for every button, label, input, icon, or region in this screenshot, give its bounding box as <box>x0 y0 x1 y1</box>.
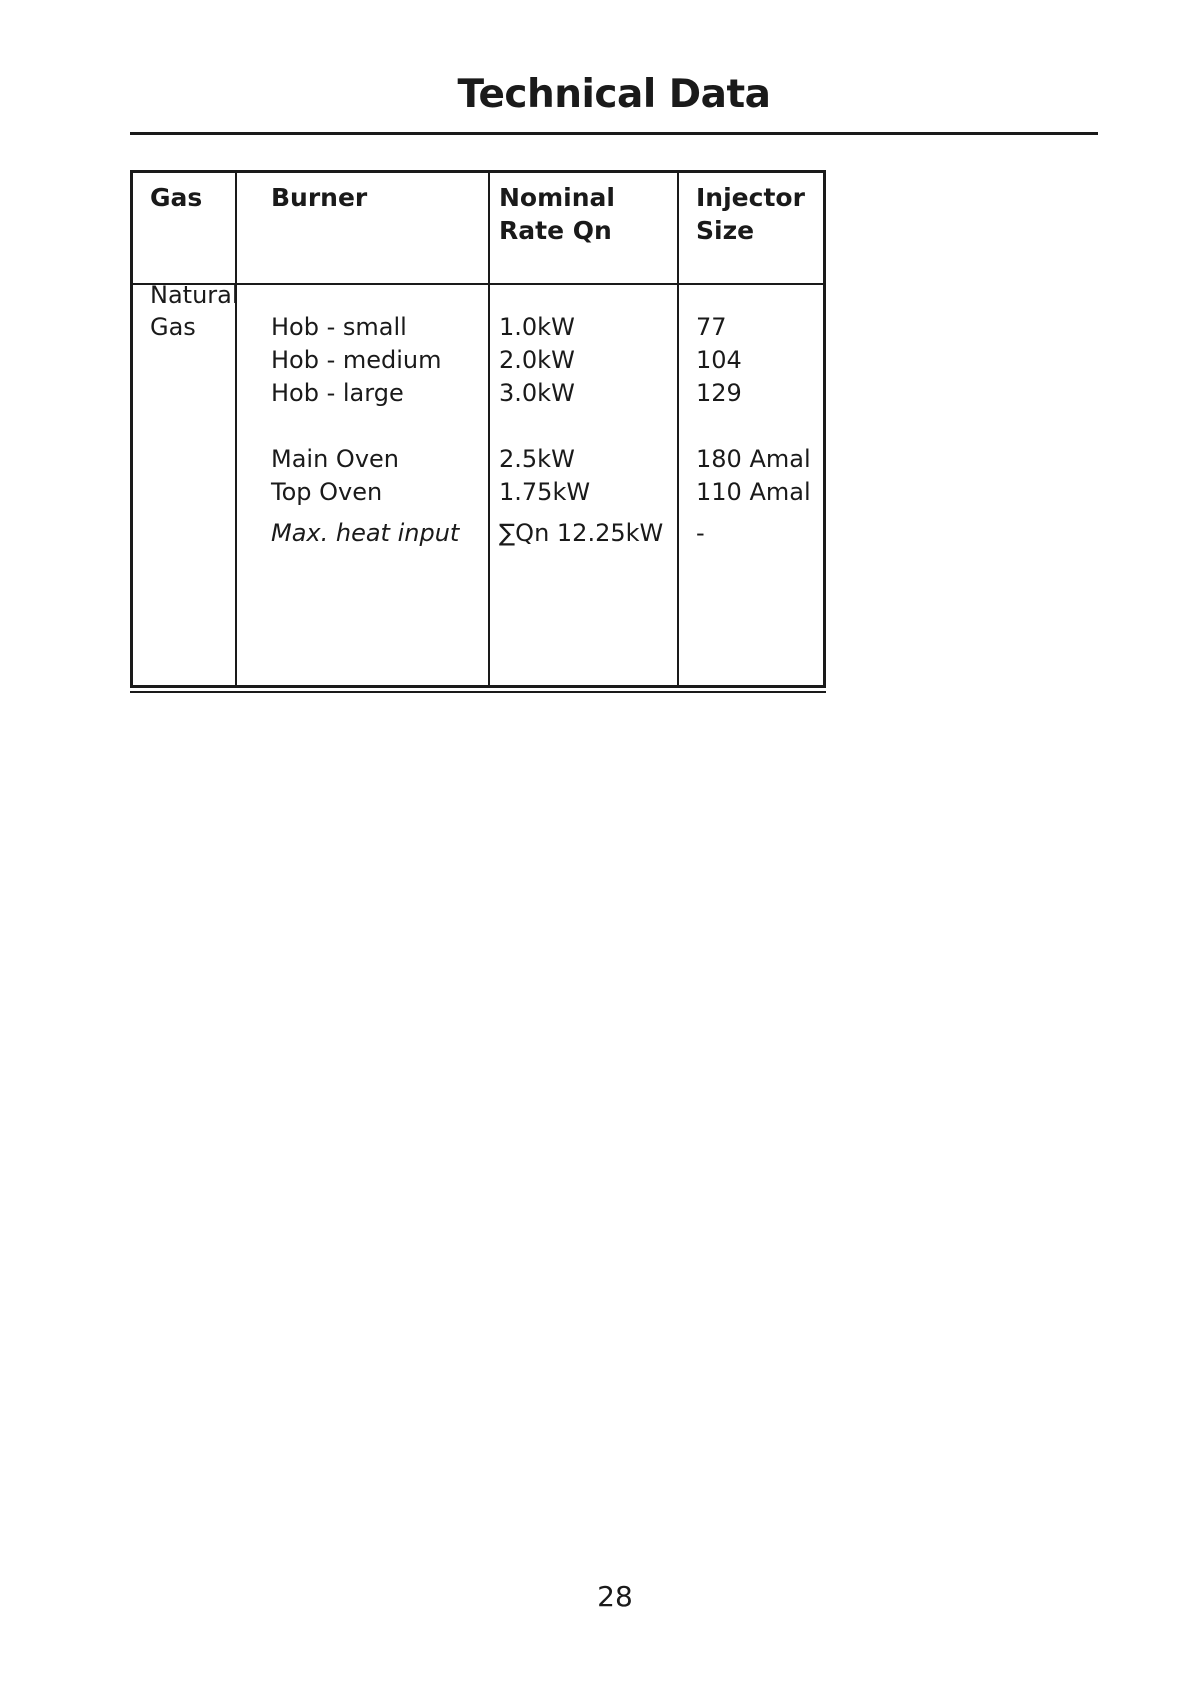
rate-cell: 1.0kW <box>499 313 575 341</box>
table-row-total <box>133 517 823 550</box>
burner-cell: Hob - medium <box>271 346 442 374</box>
injector-cell: 110 Amal <box>696 478 811 506</box>
column-divider <box>235 173 237 685</box>
rate-cell: 2.5kW <box>499 445 575 473</box>
burner-cell: Hob - small <box>271 313 407 341</box>
column-divider <box>488 173 490 685</box>
table-row <box>133 311 823 344</box>
rate-cell: 3.0kW <box>499 379 575 407</box>
header-nominal-rate-line1: Nominal <box>499 183 615 212</box>
burner-cell: Main Oven <box>271 445 399 473</box>
column-divider <box>677 173 679 685</box>
rate-cell: 1.75kW <box>499 478 591 506</box>
burner-cell: Top Oven <box>271 478 383 506</box>
page-title: Technical Data <box>457 72 771 117</box>
burner-cell: Max. heat input <box>271 519 460 547</box>
gas-type-line2: Gas <box>150 313 196 341</box>
technical-data-table <box>130 170 826 688</box>
header-nominal-rate <box>499 181 615 247</box>
table-row <box>133 377 823 410</box>
header-nominal-rate-line2: Rate Qn <box>499 216 612 245</box>
rate-cell: 2.0kW <box>499 346 575 374</box>
injector-cell: 104 <box>696 346 742 374</box>
header-gas: Gas <box>150 183 203 212</box>
injector-cell: 180 Amal <box>696 445 811 473</box>
injector-cell: 77 <box>696 313 727 341</box>
header-injector-size <box>696 181 805 247</box>
injector-cell: 129 <box>696 379 742 407</box>
injector-cell: - <box>696 519 705 547</box>
table-row <box>133 443 823 476</box>
table-row <box>133 476 823 509</box>
rate-cell: ∑Qn 12.25kW <box>499 519 664 547</box>
table-row <box>133 344 823 377</box>
burner-cell: Hob - large <box>271 379 404 407</box>
header-injector-line2: Size <box>696 216 755 245</box>
header-injector-line1: Injector <box>696 183 805 212</box>
header-burner: Burner <box>271 183 368 212</box>
gas-type-line1: Natural <box>150 281 239 309</box>
title-divider <box>130 132 1098 135</box>
page-number: 28 <box>597 1580 633 1613</box>
